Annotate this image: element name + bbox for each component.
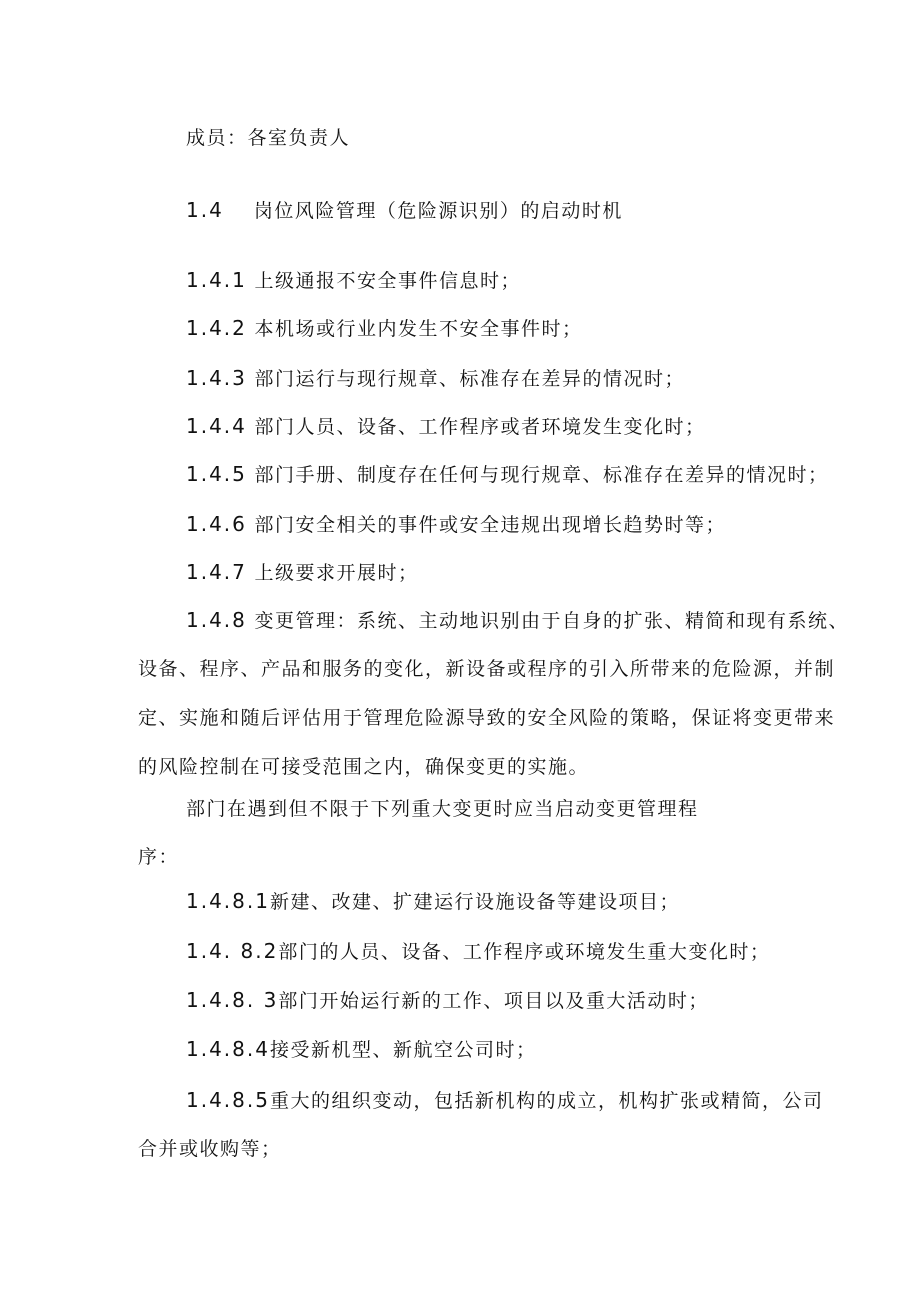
item-1-4-8-5-line-2: 合并或收购等；	[138, 1138, 282, 1160]
item-number: 1.4.8.1	[186, 889, 270, 913]
item-1-4-8-line-3: 定、实施和随后评估用于管理危险源导致的安全风险的策略，保证将变更带来	[138, 707, 836, 729]
item-number: 1.4.4	[186, 414, 247, 438]
item-text: 部门开始运行新的工作、项目以及重大活动时；	[278, 990, 709, 1012]
item-text: 上级通报不安全事件信息时；	[254, 270, 521, 292]
list-item-1-4-3	[186, 364, 685, 393]
item-text: 新建、改建、扩建运行设施设备等建设项目；	[269, 891, 680, 913]
list-item-1-4-8-2	[186, 937, 770, 966]
item-1-4-8-line-2: 设备、程序、产品和服务的变化，新设备或程序的引入所带来的危险源，并制	[138, 658, 836, 680]
item-number: 1.4.7	[186, 560, 247, 584]
list-item-1-4-4	[186, 412, 705, 441]
item-text: 本机场或行业内发生不安全事件时；	[254, 318, 583, 340]
list-item-1-4-8-3	[186, 986, 709, 1015]
item-text: 部门的人员、设备、工作程序或环境发生重大变化时；	[278, 941, 771, 963]
item-number: 1.4.8.4	[186, 1037, 270, 1061]
item-number: 1.4.8.5	[186, 1088, 270, 1112]
item-text: 部门手册、制度存在任何与现行规章、标准存在差异的情况时；	[254, 464, 829, 486]
item-number: 1.4.5	[186, 462, 247, 486]
item-number: 1.4. 8.2	[186, 939, 279, 963]
list-item-1-4-8-1	[186, 887, 680, 916]
item-number: 1.4.2	[186, 316, 247, 340]
section-heading	[186, 196, 623, 225]
section-title: 岗位风险管理（危险源识别）的启动时机	[253, 200, 623, 222]
item-text: 上级要求开展时；	[254, 562, 419, 584]
item-1-4-8-line-4: 的风险控制在可接受范围之内，确保变更的实施。	[138, 756, 590, 778]
item-text: 部门安全相关的事件或安全违规出现增长趋势时等；	[254, 514, 726, 536]
item-number: 1.4.8	[186, 608, 247, 632]
dept-paragraph-line-2: 序：	[138, 846, 180, 868]
list-item-1-4-5	[186, 460, 828, 489]
item-text: 重大的组织变动，包括新机构的成立，机构扩张或精简，公司	[269, 1090, 824, 1112]
item-text: 部门运行与现行规章、标准存在差异的情况时；	[254, 368, 685, 390]
item-text: 接受新机型、新航空公司时；	[269, 1039, 537, 1061]
item-number: 1.4.1	[186, 268, 247, 292]
list-item-1-4-8-5	[186, 1086, 824, 1115]
item-text: 变更管理：系统、主动地识别由于自身的扩张、精简和现有系统、	[254, 610, 849, 632]
list-item-1-4-1	[186, 266, 521, 295]
item-number: 1.4.8. 3	[186, 988, 279, 1012]
dept-paragraph-line-1: 部门在遇到但不限于下列重大变更时应当启动变更管理程	[186, 798, 699, 820]
list-item-1-4-8	[186, 606, 849, 635]
list-item-1-4-7	[186, 558, 418, 587]
item-text: 部门人员、设备、工作程序或者环境发生变化时；	[254, 416, 706, 438]
members-line: 成员：各室负责人	[186, 127, 351, 149]
list-item-1-4-8-4	[186, 1035, 537, 1064]
item-number: 1.4.3	[186, 366, 247, 390]
list-item-1-4-2	[186, 314, 582, 343]
item-number: 1.4.6	[186, 512, 247, 536]
section-number: 1.4	[186, 198, 224, 222]
list-item-1-4-6	[186, 510, 726, 539]
